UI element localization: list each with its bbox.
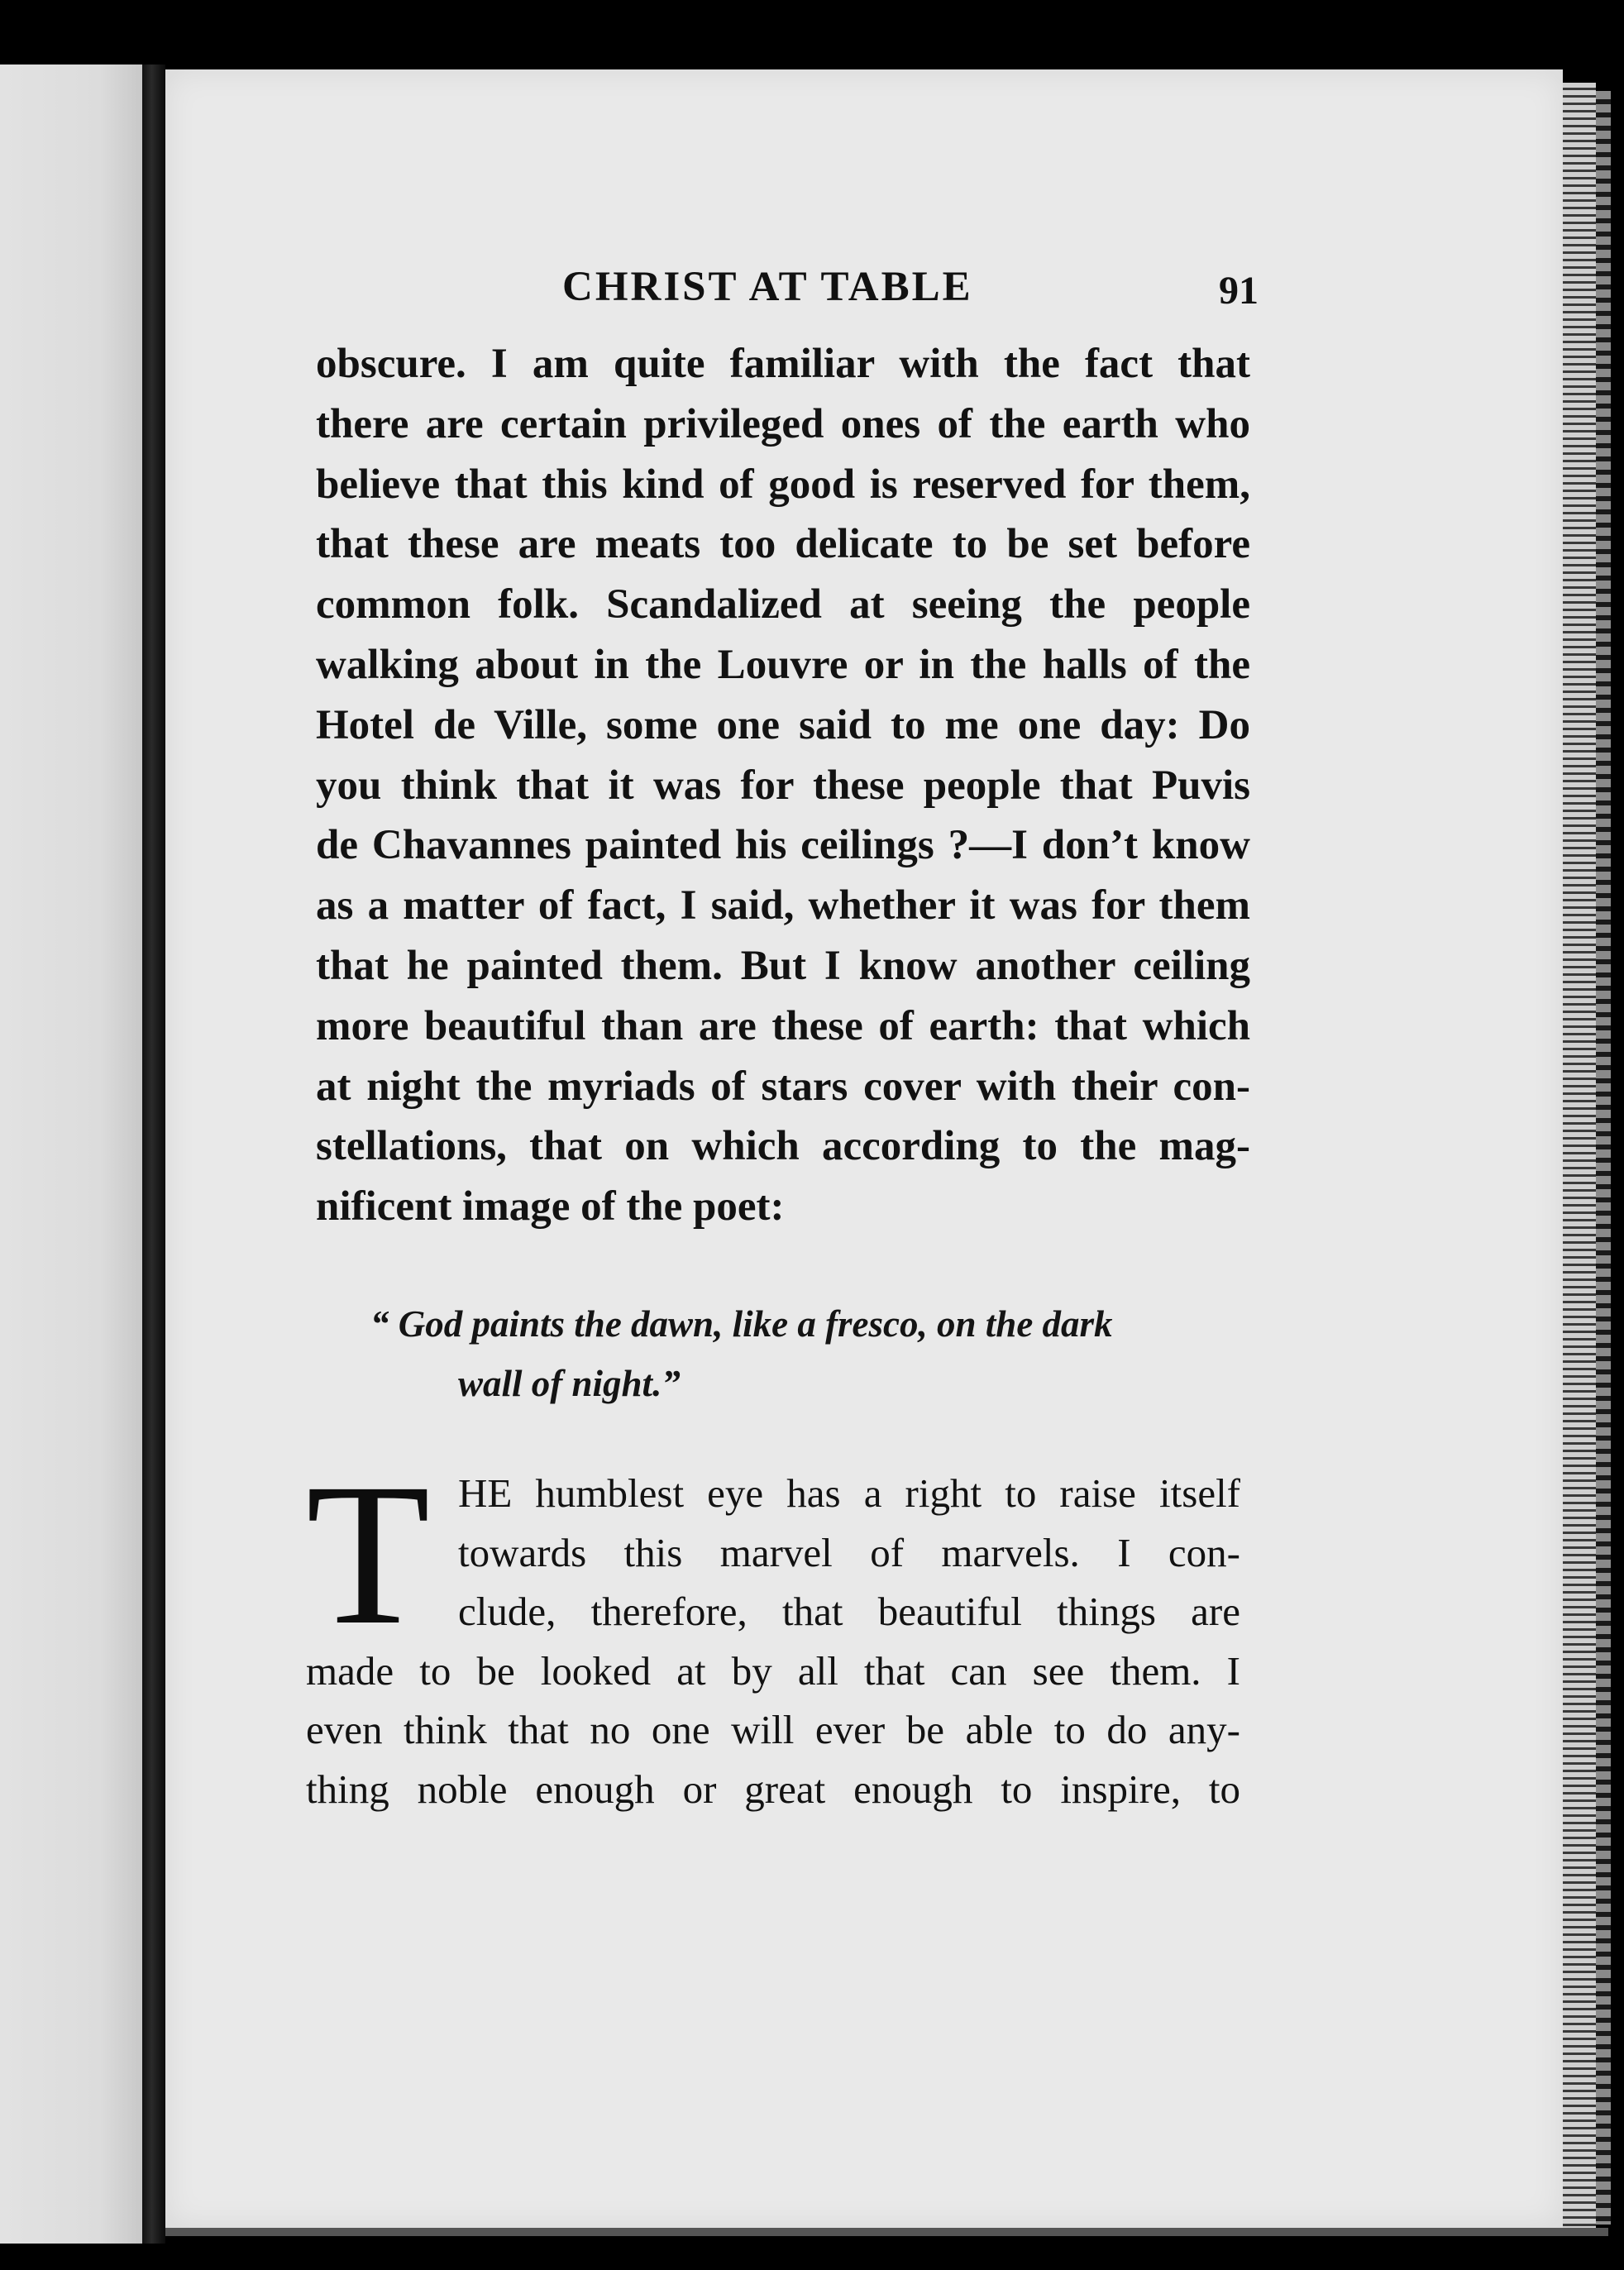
text-line: nificent image of the poet: <box>316 1183 785 1231</box>
page-stack-edge <box>1563 83 1596 2233</box>
text-line: obscure. I am quite familiar with the fact that <box>316 341 1250 387</box>
text-line: even think that no one will ever be able to do any- <box>306 1707 1240 1752</box>
text-line: you think that it was for these people that Puvis <box>316 762 1250 809</box>
text-line: Hotel de Ville, some one said to me one day: Do <box>316 701 1250 748</box>
text-line: HE humblest eye has a right to raise itself <box>458 1470 1240 1516</box>
page-stack-shadow <box>1596 91 1611 2225</box>
page-bottom-edge <box>165 2228 1608 2236</box>
verse-quotation <box>370 1294 1181 1413</box>
text-line: at night the myriads of stars cover with their con- <box>316 1063 1250 1110</box>
text-line: thing noble enough or great enough to inspire, to <box>306 1766 1240 1812</box>
text-line: common folk. Scandalized at seeing the people <box>316 581 1250 628</box>
text-line: towards this marvel of marvels. I con- <box>458 1529 1240 1575</box>
text-line: that he painted them. But I know another ceiling <box>316 942 1250 989</box>
left-page-edge <box>0 65 142 2244</box>
text-line: as a matter of fact, I said, whether it was for them <box>316 882 1250 930</box>
quote-line-2: wall of night.” <box>458 1363 681 1404</box>
text-line: made to be looked at by all that can see them. I <box>306 1647 1240 1694</box>
text-line: walking about in the Louvre or in the halls of the <box>316 641 1250 688</box>
text-line: clude, therefore, that beautiful things are <box>458 1589 1240 1634</box>
text-line: stellations, that on which according to the mag- <box>316 1123 1250 1170</box>
running-header <box>488 263 1259 321</box>
text-line: more beautiful than are these of earth: that which <box>316 1002 1250 1049</box>
drop-cap: T <box>306 1442 431 1667</box>
text-line: there are certain privileged ones of the earth who <box>316 400 1250 447</box>
text-line: that these are meats too delicate to be set before <box>316 521 1250 568</box>
running-title: CHRIST AT TABLE <box>562 264 973 310</box>
quote-line-1: “ God paints the dawn, like a fresco, on the dark <box>370 1303 1113 1345</box>
page-number: 91 <box>1219 269 1259 313</box>
text-line: believe that this kind of good is reserved for them, <box>316 461 1250 508</box>
text-line: de Chavannes painted his ceilings ?—I don’t know <box>316 822 1250 869</box>
paragraph-2 <box>306 1442 1240 1818</box>
book-gutter <box>142 65 165 2244</box>
paragraph-1 <box>316 334 1250 1237</box>
